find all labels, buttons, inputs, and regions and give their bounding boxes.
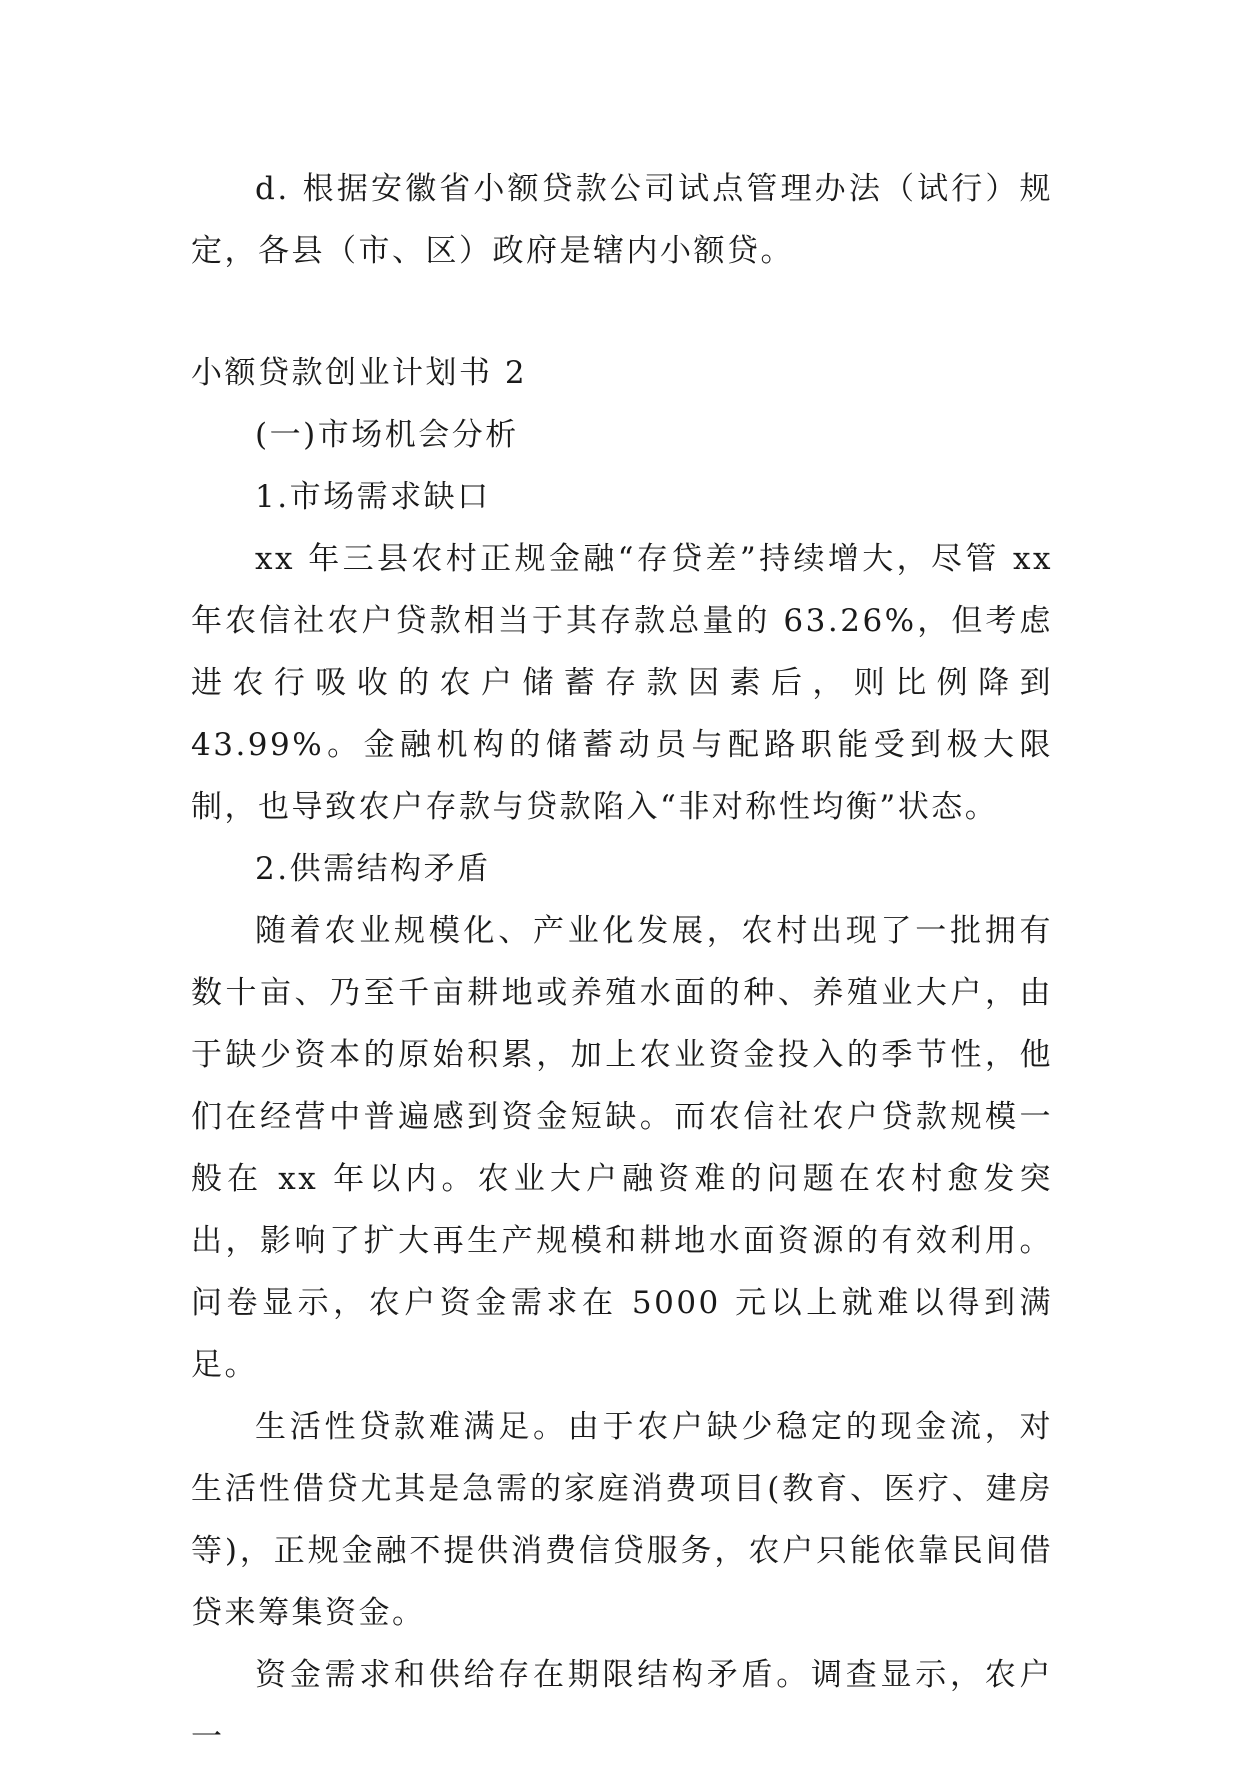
document-body [191,158,1053,1768]
heading-demand-gap: 1.市场需求缺口 [255,479,491,515]
paragraph-large-farmers: 随着农业规模化、产业化发展，农村出现了一批拥有数十亩、乃至千亩耕地或养殖水面的种、养殖业大户，由于缺少资本的原始积累，加上农业资金投入的季节性，他们在经营中普遍感到资金短缺。而农信社农户贷款规模一般在 xx 年以内。农业大户融资难的问题在农村愈发突出，影响了扩大再生产规模和耕地水面资源的有效利用。问卷显示，农户资金需求在 5000 元以上就难以得到满足。 [191,913,1053,1383]
paragraph-term-structure: 资金需求和供给存在期限结构矛盾。调查显示，农户一 [191,1657,1053,1755]
paragraph-deposit-loan-gap: xx 年三县农村正规金融“存贷差”持续增大，尽管 xx 年农信社农户贷款相当于其存款总量的 63.26%，但考虑进农行吸收的农户储蓄存款因素后，则比例降到 43.99%。金融机构的储蓄动员与配路职能受到极大限制，也导致农户存款与贷款陷入“非对称性均衡”状态。 [191,541,1053,825]
heading-supply-demand-conflict: 2.供需结构矛盾 [255,851,491,887]
paragraph-regulation-note: d. 根据安徽省小额贷款公司试点管理办法（试行）规定，各县（市、区）政府是辖内小额贷。 [191,171,1053,269]
section-title: 小额贷款创业计划书 2 [191,355,528,391]
paragraph-consumer-loans: 生活性贷款难满足。由于农户缺少稳定的现金流，对生活性借贷尤其是急需的家庭消费项目(教育、医疗、建房等)，正规金融不提供消费信贷服务，农户只能依靠民间借贷来筹集资金。 [191,1409,1053,1631]
heading-market-opportunity: (一)市场机会分析 [255,417,519,453]
